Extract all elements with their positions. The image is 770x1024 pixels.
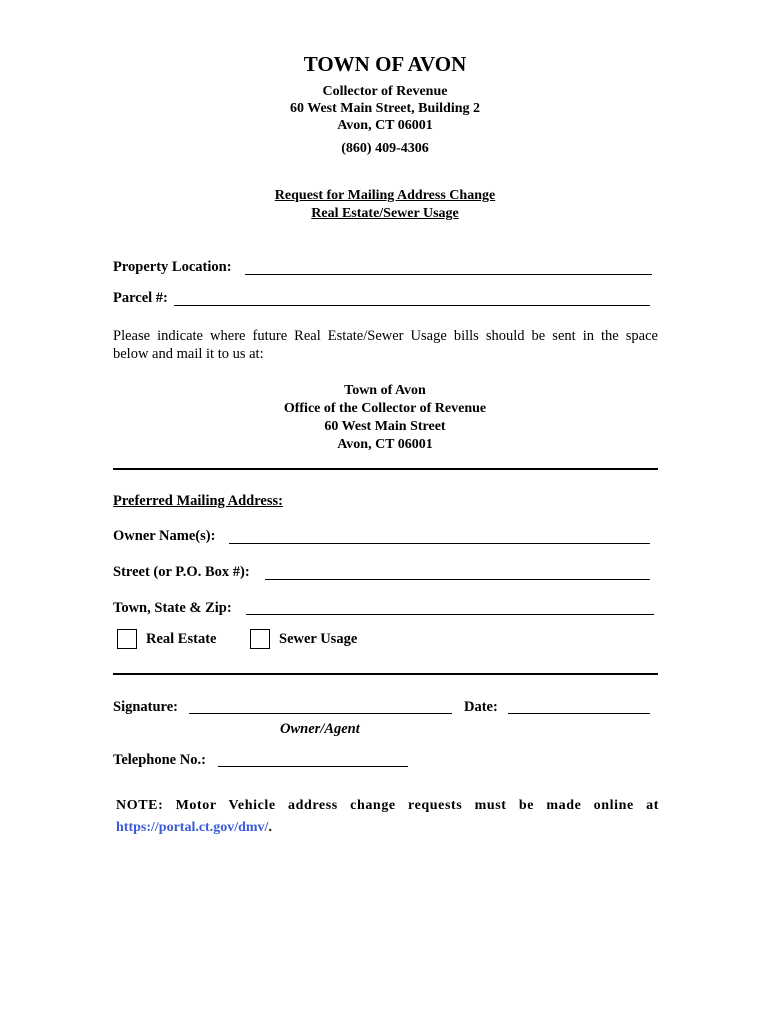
mail-to-city: Avon, CT 06001 [337, 437, 433, 452]
office-city: Avon, CT 06001 [337, 118, 433, 133]
parcel-field[interactable] [174, 305, 650, 306]
street-field[interactable] [265, 579, 650, 580]
page-title: TOWN OF AVON [303, 52, 467, 76]
preferred-heading: Preferred Mailing Address: [113, 493, 283, 509]
street-label: Street (or P.O. Box #): [113, 564, 250, 580]
office-name: Collector of Revenue [322, 84, 448, 99]
owner-agent-caption: Owner/Agent [280, 721, 360, 737]
office-street: 60 West Main Street, Building 2 [289, 101, 481, 116]
telephone-field[interactable] [218, 766, 408, 767]
mail-to-office: Office of the Collector of Revenue [283, 401, 487, 416]
town-state-zip-field[interactable] [246, 614, 654, 615]
motor-vehicle-note [116, 795, 659, 839]
sewer-usage-checkbox[interactable] [250, 629, 270, 649]
form-title [0, 188, 770, 204]
instructions-line1: Please indicate where future Real Estate/Sewer Usage bills should be sent in the space [113, 328, 658, 344]
section-divider [113, 468, 658, 470]
form-title-line1: Request for Mailing Address Change [274, 188, 496, 203]
parcel-label: Parcel #: [113, 290, 168, 306]
section-divider-2 [113, 673, 658, 675]
signature-field[interactable] [189, 713, 452, 714]
instructions-line2: below and mail it to us at: [113, 346, 264, 362]
note-line1: NOTE: Motor Vehicle address change requests must be made online at [116, 798, 659, 813]
date-field[interactable] [508, 713, 650, 714]
mail-to-name: Town of Avon [344, 383, 426, 398]
property-location-field[interactable] [245, 274, 652, 275]
dmv-link[interactable]: https://portal.ct.gov/dmv/ [116, 820, 269, 835]
real-estate-checkbox[interactable] [117, 629, 137, 649]
date-label: Date: [464, 699, 498, 715]
note-period: . [268, 820, 272, 835]
form-title-line2: Real Estate/Sewer Usage [311, 206, 459, 221]
office-phone: (860) 409-4306 [341, 141, 429, 156]
form-subtitle [0, 206, 770, 222]
signature-label: Signature: [113, 699, 178, 715]
mail-to-street: 60 West Main Street [324, 419, 446, 434]
telephone-label: Telephone No.: [113, 752, 206, 768]
sewer-usage-label: Sewer Usage [279, 631, 358, 647]
real-estate-label: Real Estate [146, 631, 217, 647]
town-state-zip-label: Town, State & Zip: [113, 600, 232, 616]
property-location-label: Property Location: [113, 259, 232, 275]
owner-name-field[interactable] [229, 543, 650, 544]
owner-name-label: Owner Name(s): [113, 528, 216, 544]
